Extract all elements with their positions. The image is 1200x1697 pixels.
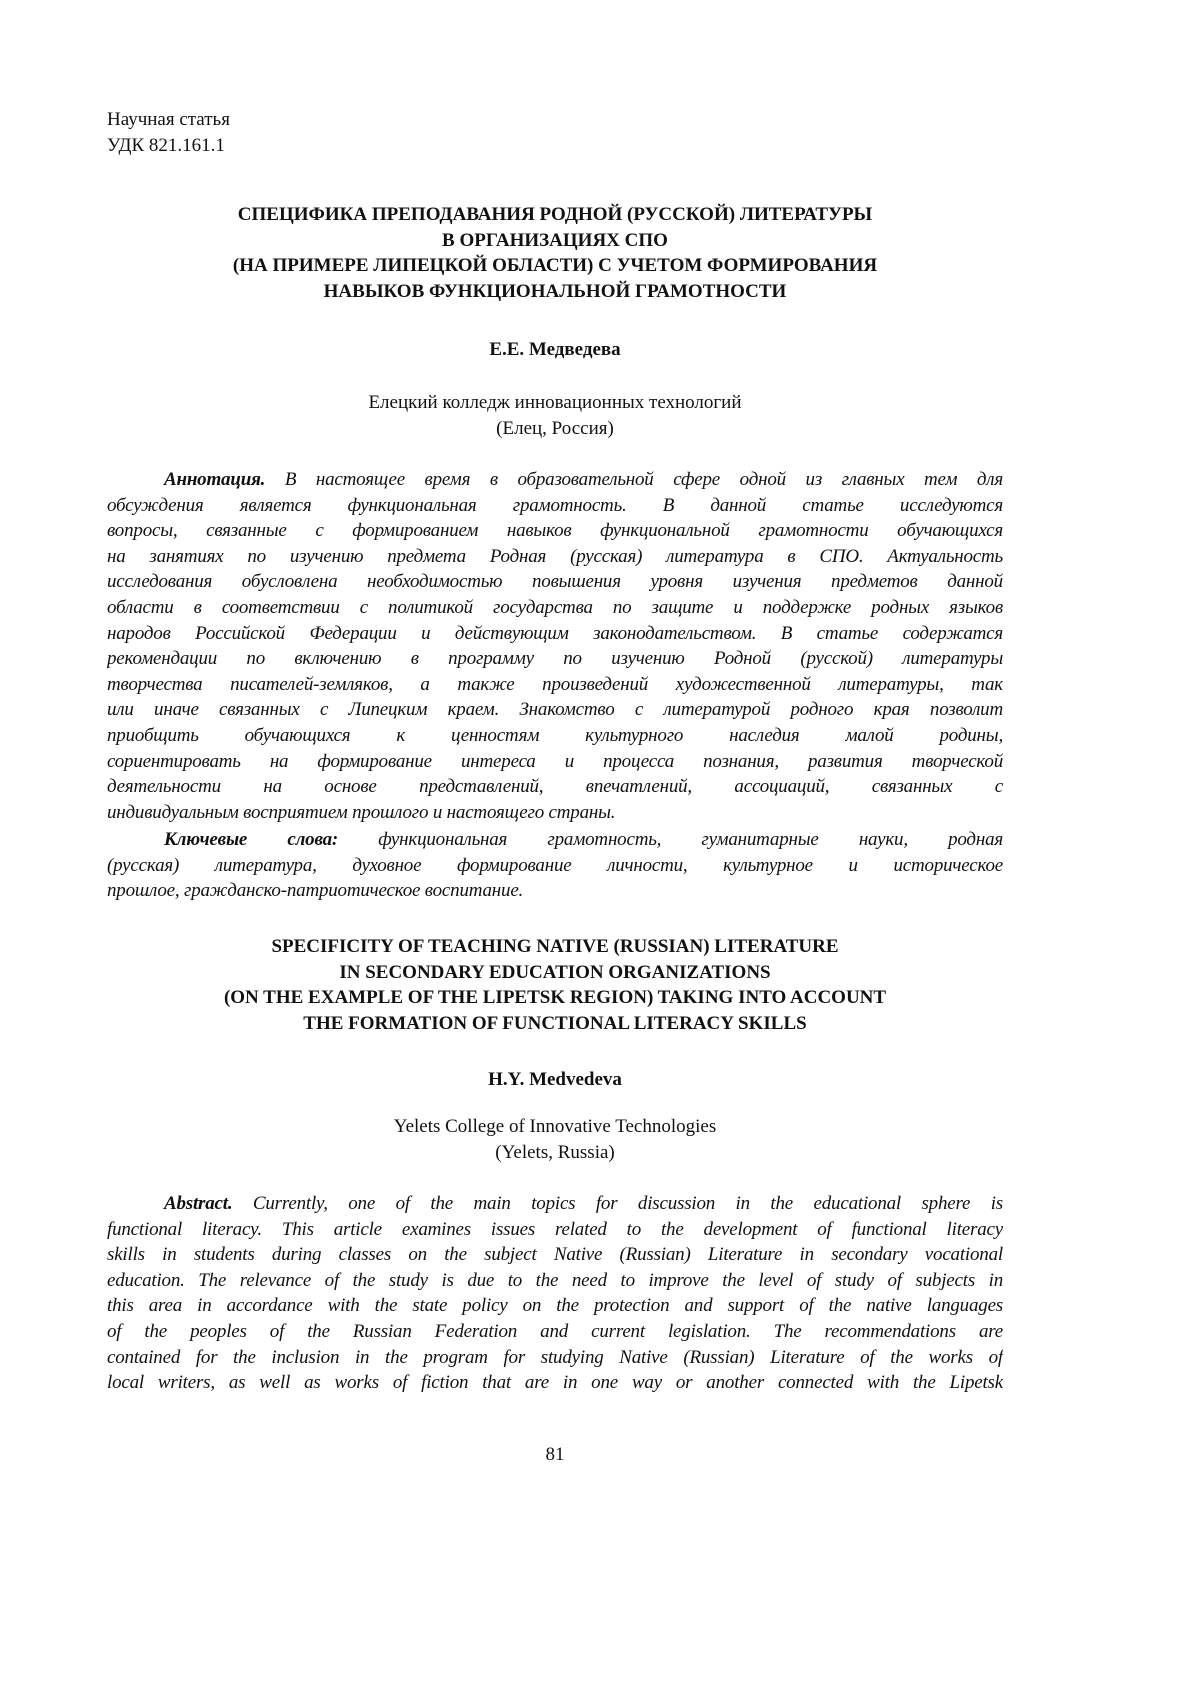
line: (НА ПРИМЕРЕ ЛИПЕЦКОЙ ОБЛАСТИ) С УЧЕТОМ ФОРМИРОВАНИЯ bbox=[232, 255, 878, 277]
ru-keywords bbox=[107, 827, 1003, 904]
line-text: сориентировать на формирование интереса и процесса познания, развития творческой bbox=[107, 750, 1003, 772]
paragraph-line bbox=[107, 827, 1003, 853]
line: (ON THE EXAMPLE OF THE LIPETSK REGION) TAKING INTO ACCOUNT bbox=[223, 987, 887, 1009]
paragraph-line bbox=[107, 1191, 1003, 1217]
article-header bbox=[107, 107, 1003, 158]
paragraph-line bbox=[107, 1268, 1003, 1294]
line-text: this area in accordance with the state policy on the protection and support of the native languages bbox=[107, 1295, 1003, 1317]
line: Yelets College of Innovative Technologies bbox=[393, 1116, 717, 1137]
paragraph-line bbox=[107, 774, 1003, 800]
paragraph-line bbox=[107, 672, 1003, 698]
line-text: skills in students during classes on the subject Native (Russian) Literature in secondary vocational bbox=[107, 1244, 1003, 1266]
en-title bbox=[107, 934, 1003, 1036]
paragraph-label: Abstract. bbox=[164, 1193, 233, 1214]
en-affiliation bbox=[107, 1114, 1003, 1165]
article-type: Научная статья bbox=[107, 109, 230, 130]
line: THE FORMATION OF FUNCTIONAL LITERACY SKILLS bbox=[303, 1012, 807, 1034]
paragraph-line bbox=[107, 1319, 1003, 1345]
line: IN SECONDARY EDUCATION ORGANIZATIONS bbox=[339, 961, 771, 983]
line-text: прошлое, гражданско-патриотическое воспитание. bbox=[107, 880, 524, 902]
ru-abstract bbox=[107, 467, 1003, 825]
line-text: contained for the inclusion in the program for studying Native (Russian) Literature of the works of bbox=[107, 1346, 1003, 1368]
line: Елецкий колледж инновационных технологий bbox=[368, 392, 742, 413]
line-text: индивидуальным восприятием прошлого и настоящего страны. bbox=[107, 801, 616, 823]
paragraph-line bbox=[107, 544, 1003, 570]
line-text: Currently, one of the main topics for discussion in the educational sphere is bbox=[252, 1193, 1003, 1214]
line: SPECIFICITY OF TEACHING NATIVE (RUSSIAN) LITERATURE bbox=[271, 936, 839, 957]
line: (Yelets, Russia) bbox=[495, 1141, 615, 1163]
line-text: приобщить обучающихся к ценностям культурного наследия малой родины, bbox=[107, 724, 1003, 746]
paragraph-line bbox=[107, 1293, 1003, 1319]
line: (Елец, Россия) bbox=[496, 417, 614, 439]
line-text: рекомендации по включению в программу по изучению Родной (русской) литературы bbox=[107, 648, 1003, 670]
paragraph-line bbox=[107, 723, 1003, 749]
paragraph-line bbox=[107, 878, 1003, 904]
line-text: functional literacy. This article examines issues related to the development of functional literacy bbox=[107, 1218, 1003, 1240]
page-number: 81 bbox=[545, 1444, 565, 1465]
paragraph-line bbox=[107, 749, 1003, 775]
paragraph-line bbox=[107, 1370, 1003, 1396]
paragraph-line bbox=[107, 1217, 1003, 1243]
line: СПЕЦИФИКА ПРЕПОДАВАНИЯ РОДНОЙ (РУССКОЙ) ЛИТЕРАТУРЫ bbox=[237, 204, 873, 225]
paragraph-line bbox=[107, 697, 1003, 723]
paragraph-line bbox=[107, 621, 1003, 647]
paragraph-line bbox=[107, 595, 1003, 621]
line: НАВЫКОВ ФУНКЦИОНАЛЬНОЙ ГРАМОТНОСТИ bbox=[323, 280, 787, 302]
line-text: local writers, as well as works of fiction that are in one way or another connected with the Lipetsk bbox=[107, 1372, 1003, 1394]
paragraph-line bbox=[107, 1345, 1003, 1371]
paragraph-label: Аннотация. bbox=[164, 469, 266, 490]
udc-code: УДК 821.161.1 bbox=[107, 134, 225, 156]
line: В ОРГАНИЗАЦИЯХ СПО bbox=[442, 229, 668, 251]
line-text: education. The relevance of the study is due to the need to improve the level of study of subjects in bbox=[107, 1269, 1003, 1291]
line-text: (русская) литература, духовное формирование личности, культурное и историческое bbox=[107, 854, 1003, 876]
paragraph-line bbox=[107, 800, 1003, 826]
line-text: функциональная грамотность, гуманитарные науки, родная bbox=[378, 829, 1003, 850]
line-text: творчества писателей-земляков, а также произведений художественной литературы, так bbox=[107, 673, 1003, 695]
en-author: H.Y. Medvedeva bbox=[488, 1069, 622, 1090]
line-text: обсуждения является функциональная грамотность. В данной статье исследуются bbox=[107, 494, 1003, 516]
paragraph-line bbox=[107, 518, 1003, 544]
paragraph-line bbox=[107, 493, 1003, 519]
paragraph-line bbox=[107, 853, 1003, 879]
ru-title bbox=[107, 202, 1003, 304]
paragraph-line bbox=[107, 569, 1003, 595]
ru-affiliation bbox=[107, 390, 1003, 441]
line-text: народов Российской Федерации и действующим законодательством. В статье содержатся bbox=[107, 622, 1003, 644]
paragraph-line bbox=[107, 646, 1003, 672]
ru-author: Е.Е. Медведева bbox=[489, 339, 621, 360]
line-text: исследования обусловлена необходимостью повышения уровня изучения предметов данной bbox=[107, 571, 1003, 593]
line-text: деятельности на основе представлений, впечатлений, ассоциаций, связанных с bbox=[107, 776, 1003, 798]
line-text: области в соответствии с политикой государства по защите и поддержке родных языков bbox=[107, 596, 1003, 618]
line-text: на занятиях по изучению предмета Родная (русская) литература в СПО. Актуальность bbox=[107, 545, 1003, 567]
paragraph-label: Ключевые слова: bbox=[164, 829, 339, 850]
paragraph-line bbox=[107, 1242, 1003, 1268]
line-text: или иначе связанных с Липецким краем. Знакомство с литературой родного края позволит bbox=[107, 699, 1003, 721]
line-text: В настоящее время в образовательной сфере одной из главных тем для bbox=[284, 469, 1003, 490]
line-text: вопросы, связанные с формированием навыков функциональной грамотности обучающихся bbox=[107, 520, 1003, 542]
en-abstract bbox=[107, 1191, 1003, 1396]
line-text: of the peoples of the Russian Federation and current legislation. The recommendations are bbox=[107, 1320, 1003, 1342]
paragraph-line bbox=[107, 467, 1003, 493]
